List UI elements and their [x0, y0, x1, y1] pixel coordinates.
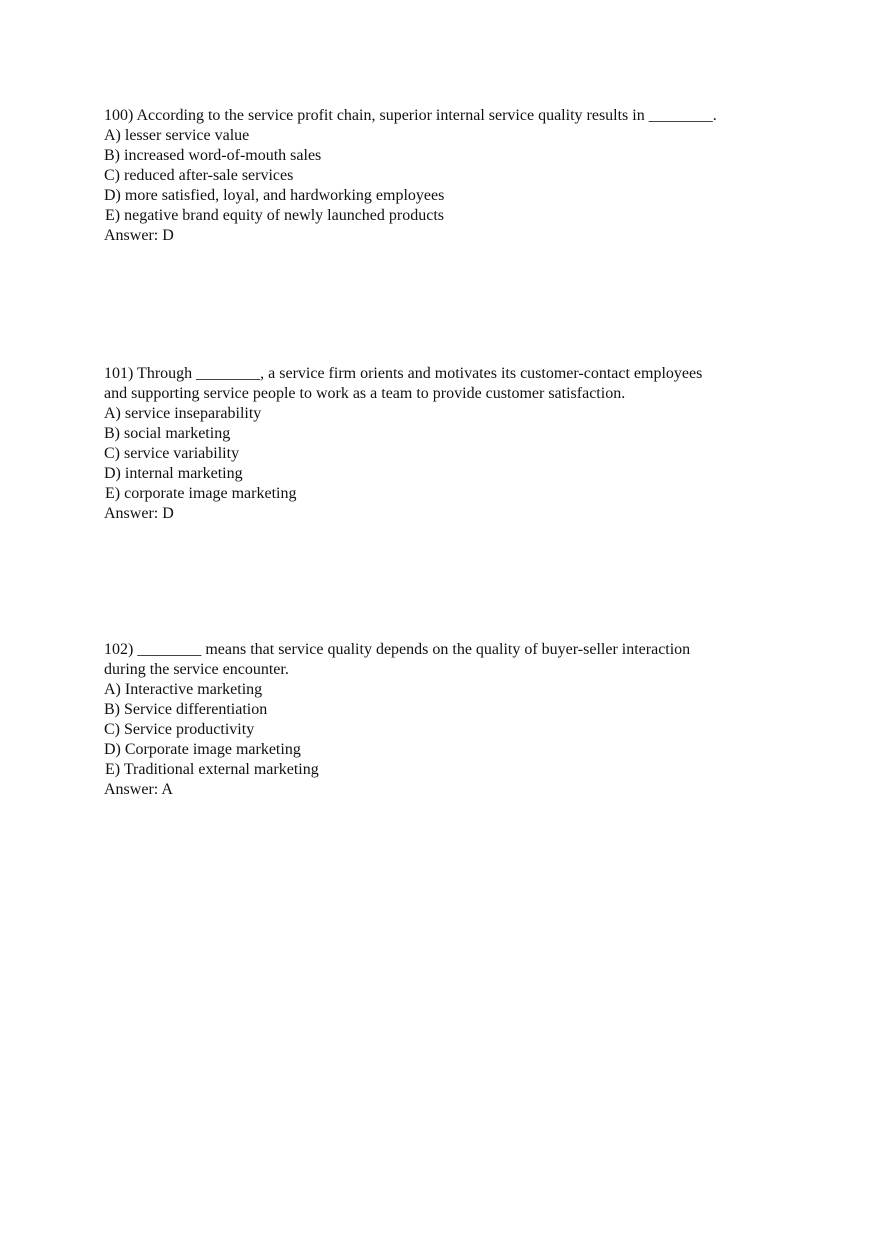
- question-102: [104, 640, 784, 800]
- option-a: A) service inseparability: [104, 405, 262, 422]
- option-b: B) social marketing: [104, 425, 231, 442]
- question-stem-line-1: 101) Through ________, a service firm orients and motivates its customer-contact employees: [104, 365, 703, 382]
- question-stem-line-2: and supporting service people to work as a team to provide customer satisfaction.: [104, 385, 626, 402]
- answer: Answer: D: [104, 227, 174, 244]
- question-101: [104, 364, 784, 524]
- option-c: C) Service productivity: [104, 721, 255, 738]
- question-stem-line-2: during the service encounter.: [104, 661, 289, 678]
- question-stem-line-1: 102) ________ means that service quality depends on the quality of buyer-seller interaction: [104, 641, 691, 658]
- answer: Answer: D: [104, 505, 174, 522]
- question-100: [104, 106, 784, 246]
- option-a: A) lesser service value: [104, 127, 250, 144]
- option-a: A) Interactive marketing: [104, 681, 263, 698]
- answer: Answer: A: [104, 781, 173, 798]
- option-d: D) internal marketing: [104, 465, 243, 482]
- option-e: E) Traditional external marketing: [105, 761, 319, 778]
- option-b: B) Service differentiation: [104, 701, 268, 718]
- option-c: C) reduced after-sale services: [104, 167, 294, 184]
- option-d: D) more satisfied, loyal, and hardworking employees: [104, 187, 445, 204]
- option-d: D) Corporate image marketing: [104, 741, 301, 758]
- option-b: B) increased word-of-mouth sales: [104, 147, 322, 164]
- question-stem: 100) According to the service profit chain, superior internal service quality results in ________.: [104, 107, 717, 124]
- option-e: E) corporate image marketing: [105, 485, 297, 502]
- option-e: E) negative brand equity of newly launched products: [105, 207, 444, 224]
- option-c: C) service variability: [104, 445, 240, 462]
